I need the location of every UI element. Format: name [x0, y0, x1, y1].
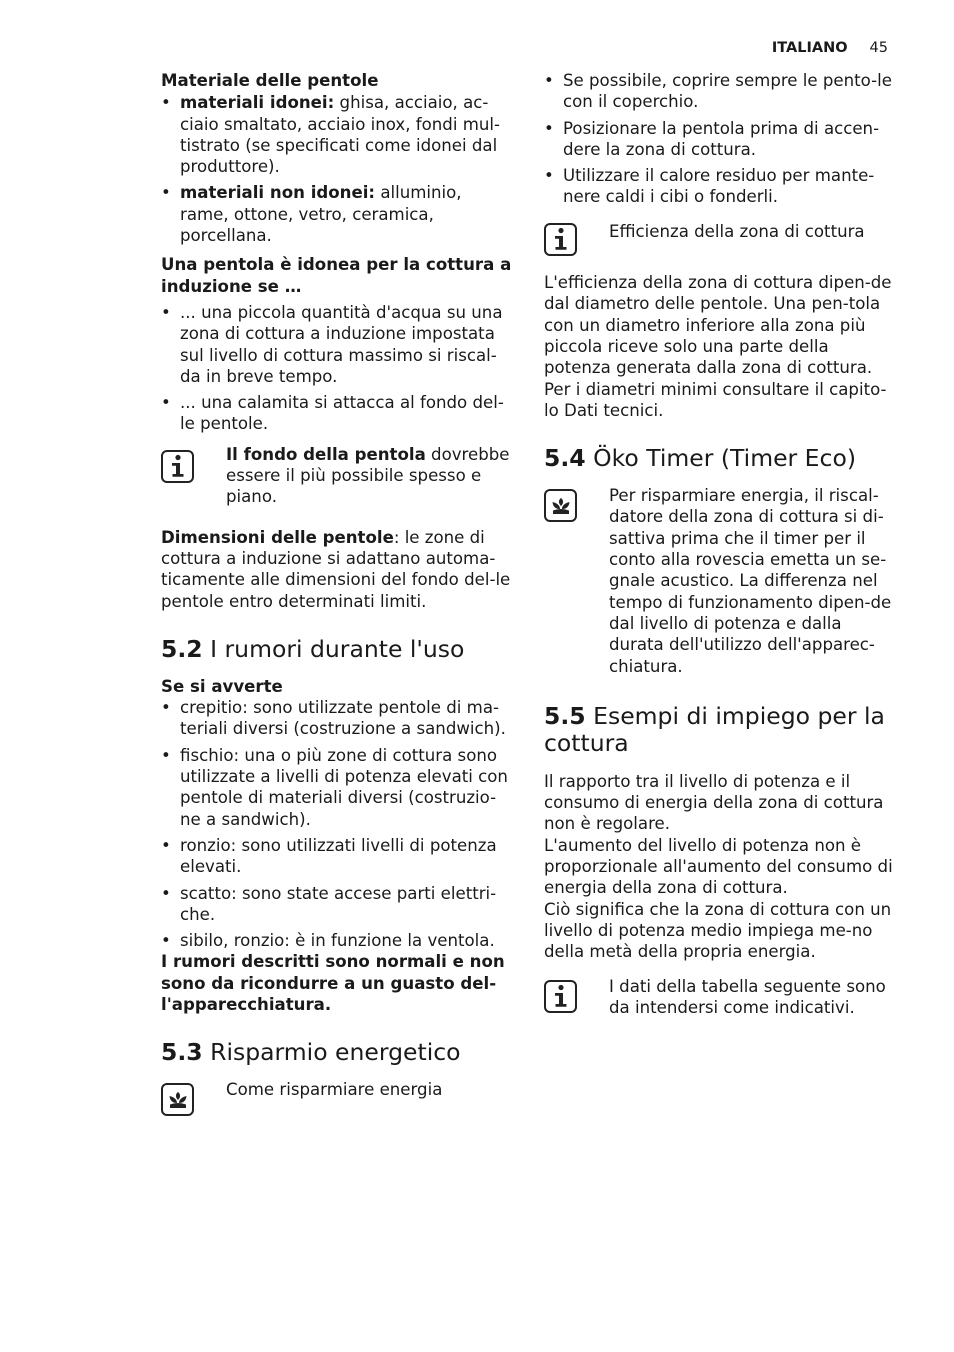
list-item: • ... una piccola quantità d'acqua su una zona di cottura a induzione impostata sul livello di cottura massimo si riscal-da in breve tempo.	[161, 302, 513, 387]
noise-list	[161, 697, 513, 951]
section-5-3-title: 5.3 Risparmio energetico	[161, 1038, 461, 1067]
noise-subheading: Se si avverte	[161, 676, 283, 696]
note-text: I dati della tabella seguente sono da intendersi come indicativi.	[609, 976, 886, 1017]
note-text: Come risparmiare energia	[226, 1080, 443, 1100]
info-note-pan-bottom	[161, 444, 513, 508]
note-text: Il fondo della pentola dovrebbe essere il più possibile spesso e piano.	[226, 444, 510, 507]
note-text: Per risparmiare energia, il riscal-datore della zona di cottura si di-sattiva prima che il timer per il conto alla rovescia emetta un se-gnale acustico. La differenza nel tempo di funzionamento dipen-de dal livello di potenza e dalla durata dell'utilizzo dell'apparec-chiatura.	[609, 486, 892, 676]
induction-list	[161, 302, 513, 435]
info-icon	[161, 450, 194, 483]
list-item: • Posizionare la pentola prima di accen-dere la zona di cottura.	[544, 118, 896, 161]
eco-note	[161, 1079, 513, 1100]
list-item: • Utilizzare il calore residuo per mante-nere caldi i cibi o fonderli.	[544, 165, 896, 208]
list-item: • ronzio: sono utilizzati livelli di potenza elevati.	[161, 835, 513, 878]
page-header	[772, 38, 888, 58]
list-item: • fischio: una o più zone di cottura sono utilizzate a livelli di potenza elevati con pentole di materiali diversi (costruzio-ne a sandwich).	[161, 745, 513, 830]
page-number: 45	[869, 40, 888, 56]
right-column	[544, 70, 896, 1018]
info-note-table	[544, 976, 896, 1019]
list-item: • materiali non idonei: alluminio, rame, ottone, vetro, ceramica, porcellana.	[161, 182, 513, 246]
eco-leaf-icon	[544, 489, 577, 522]
section-5-4-title: 5.4 Öko Timer (Timer Eco)	[544, 444, 856, 473]
list-item: • scatto: sono state accese parti elettri-che.	[161, 883, 513, 926]
info-icon	[544, 223, 577, 256]
list-item: • materiali idonei: ghisa, acciaio, ac-ciaio smaltato, acciaio inox, fondi mul-tistrato (se specificati come idonei dal produttore).	[161, 92, 513, 177]
energy-tips-list	[544, 70, 896, 208]
left-column	[161, 70, 513, 1101]
paragraph: Il rapporto tra il livello di potenza e il consumo di energia della zona di cottura non è regolare.	[544, 771, 884, 834]
list-item: • sibilo, ronzio: è in funzione la ventola.	[161, 930, 513, 951]
info-icon	[544, 980, 577, 1013]
paragraph: L'aumento del livello di potenza non è proporzionale all'aumento del consumo di energia della zona di cottura.	[544, 835, 893, 898]
info-note-efficiency	[544, 221, 896, 242]
section-5-5-title: 5.5 Esempi di impiego per la cottura	[544, 701, 885, 757]
list-item: • Se possibile, coprire sempre le pento-le con il coperchio.	[544, 70, 896, 113]
induction-heading: Una pentola è idonea per la cottura a induzione se …	[161, 255, 512, 296]
section-5-2-title: 5.2 I rumori durante l'uso	[161, 634, 465, 663]
list-item: • ... una calamita si attacca al fondo del-le pentole.	[161, 392, 513, 435]
language-label: ITALIANO	[771, 40, 848, 56]
eco-timer-note	[544, 485, 896, 677]
paragraph: Ciò significa che la zona di cottura con un livello di potenza medio impiega me-no della metà della propria energia.	[544, 899, 892, 962]
material-list	[161, 92, 513, 246]
efficiency-paragraph: L'efficienza della zona di cottura dipen-de dal diametro delle pentole. Una pen-tola con un diametro inferiore alla zona più piccola riceve solo una parte della potenza generata dalla zona di cottura. Per i diametri minimi consultare il capito-lo Dati tecnici.	[544, 273, 892, 420]
eco-leaf-icon	[161, 1083, 194, 1116]
note-text: Efficienza della zona di cottura	[609, 221, 865, 241]
material-heading: Materiale delle pentole	[161, 71, 379, 90]
dimensions-paragraph: Dimensioni delle pentole: le zone di cottura a induzione si adattano automa-ticamente alle dimensioni del fondo del-le pentole entro determinati limiti.	[161, 527, 511, 611]
noise-conclusion: I rumori descritti sono normali e non sono da ricondurre a un guasto del-l'apparecchiatura.	[161, 952, 505, 1014]
list-item: • crepitio: sono utilizzate pentole di ma-teriali diversi (costruzione a sandwich).	[161, 697, 513, 740]
